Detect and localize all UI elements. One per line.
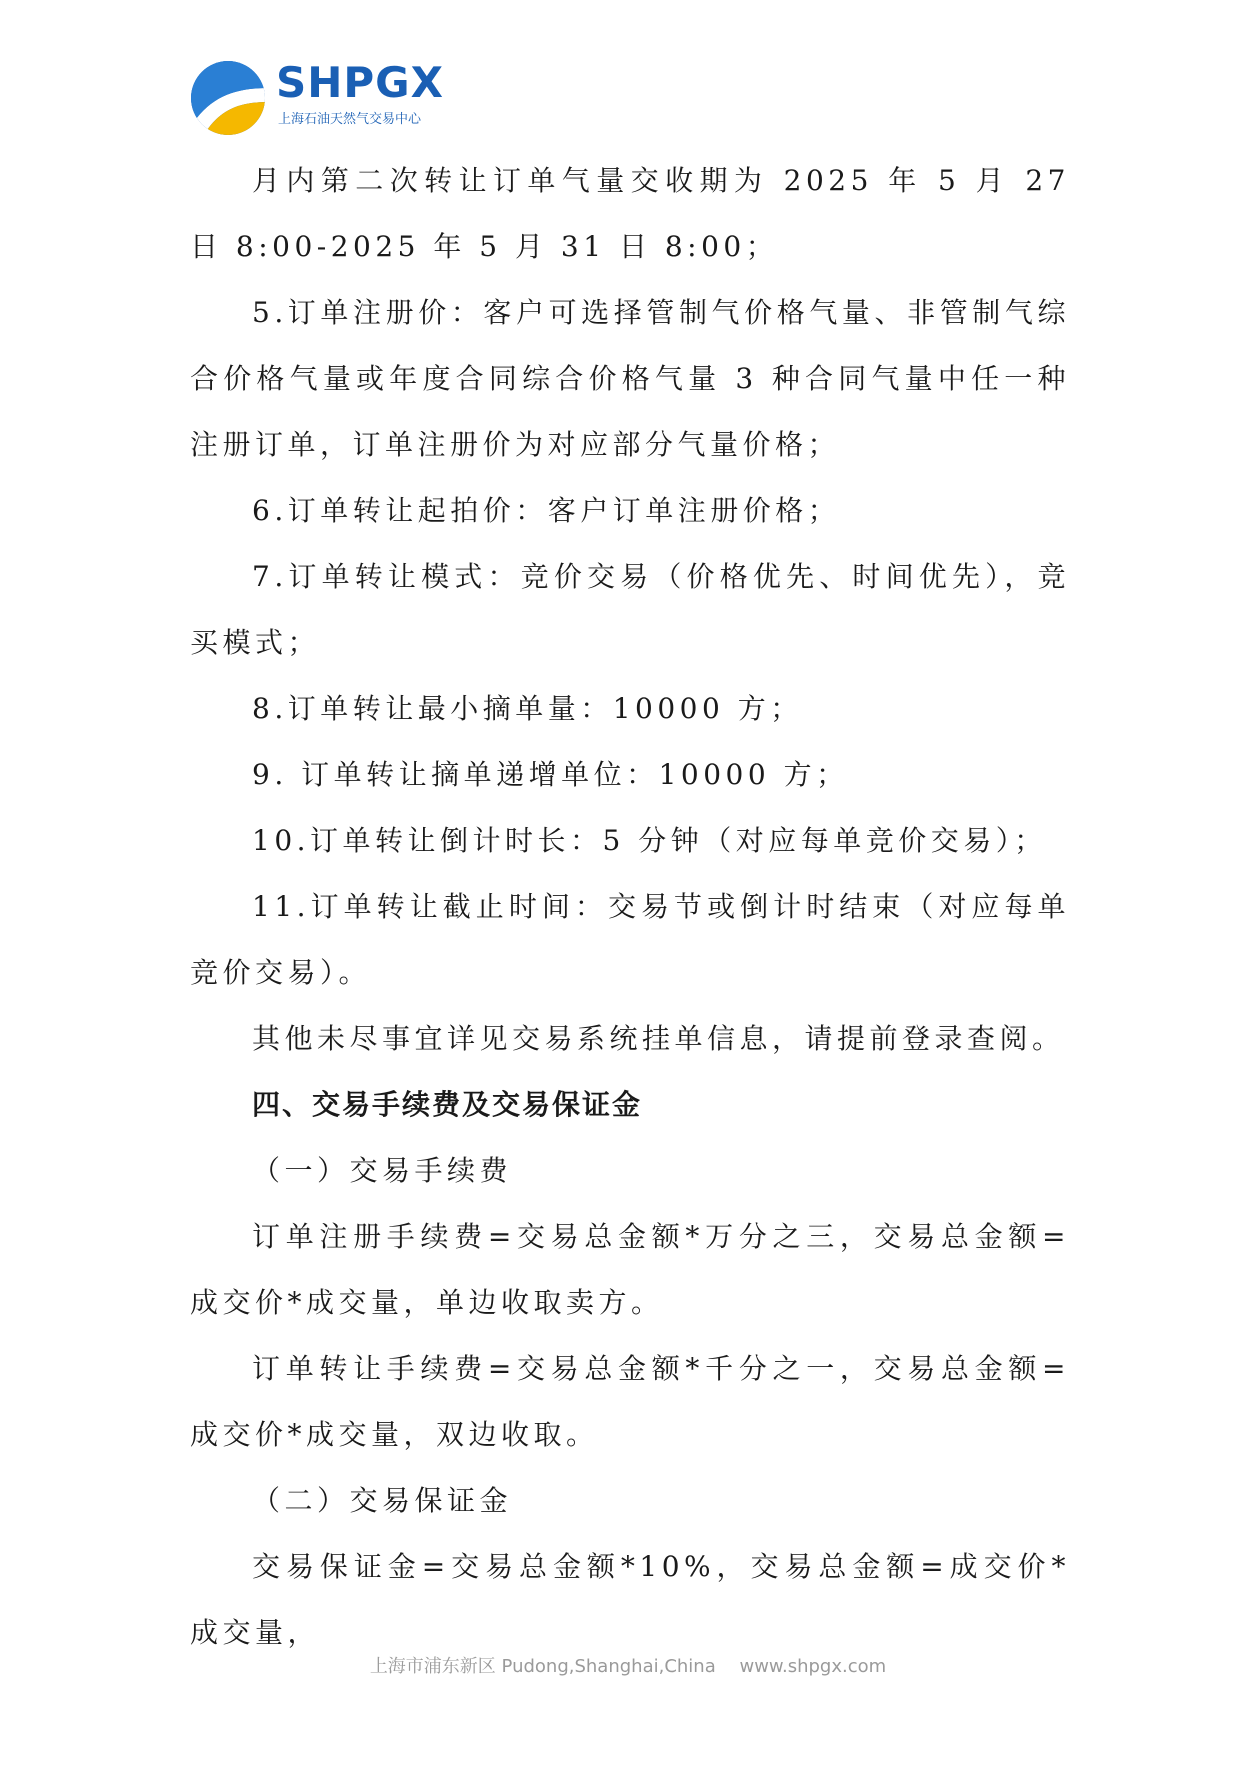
document-body — [190, 148, 1084, 1666]
body-paragraph: 9. 订单转让摘单递增单位：10000 方； — [252, 758, 849, 791]
logo-subtitle: 上海石油天然气交易中心 — [278, 112, 422, 127]
body-paragraph: 订单转让手续费=交易总金额*千分之一，交易总金额=成交价*成交量，双边收取。 — [190, 1352, 1070, 1451]
body-paragraph: （二）交易保证金 — [252, 1484, 513, 1517]
body-paragraph: 6.订单转让起拍价：客户订单注册价格； — [252, 494, 841, 527]
section-heading: 四、交易手续费及交易保证金 — [252, 1088, 643, 1121]
body-paragraph: 7.订单转让模式：竞价交易（价格优先、时间优先），竞买模式； — [190, 560, 1070, 659]
shpgx-emblem-icon — [188, 58, 268, 138]
footer-website: www.shpgx.com — [739, 1656, 887, 1677]
page-footer — [0, 1652, 1256, 1678]
body-paragraph: 其他未尽事宜详见交易系统挂单信息，请提前登录查阅。 — [252, 1022, 1065, 1055]
body-paragraph: 5.订单注册价：客户可选择管制气价格气量、非管制气综合价格气量或年度合同综合价格气量 3 种合同气量中任一种注册订单，订单注册价为对应部分气量价格； — [190, 296, 1070, 461]
shpgx-logo — [188, 58, 448, 140]
body-paragraph: 月内第二次转让订单气量交收期为 2025 年 5 月 27 日 8:00-2025 年 5 月 31 日 8:00； — [190, 164, 1084, 263]
footer-address: 上海市浦东新区 Pudong,Shanghai,China — [369, 1656, 716, 1677]
body-paragraph: 8.订单转让最小摘单量：10000 方； — [252, 692, 803, 725]
logo-wordmark: SHPGX — [276, 58, 445, 107]
body-paragraph: 订单注册手续费=交易总金额*万分之三，交易总金额=成交价*成交量，单边收取卖方。 — [190, 1220, 1070, 1319]
body-paragraph: 交易保证金=交易总金额*10%，交易总金额=成交价*成交量， — [190, 1550, 1070, 1649]
body-paragraph: （一）交易手续费 — [252, 1154, 513, 1187]
body-paragraph: 11.订单转让截止时间：交易节或倒计时结束（对应每单竞价交易）。 — [190, 890, 1070, 989]
body-paragraph: 10.订单转让倒计时长：5 分钟（对应每单竞价交易）； — [252, 824, 1047, 857]
